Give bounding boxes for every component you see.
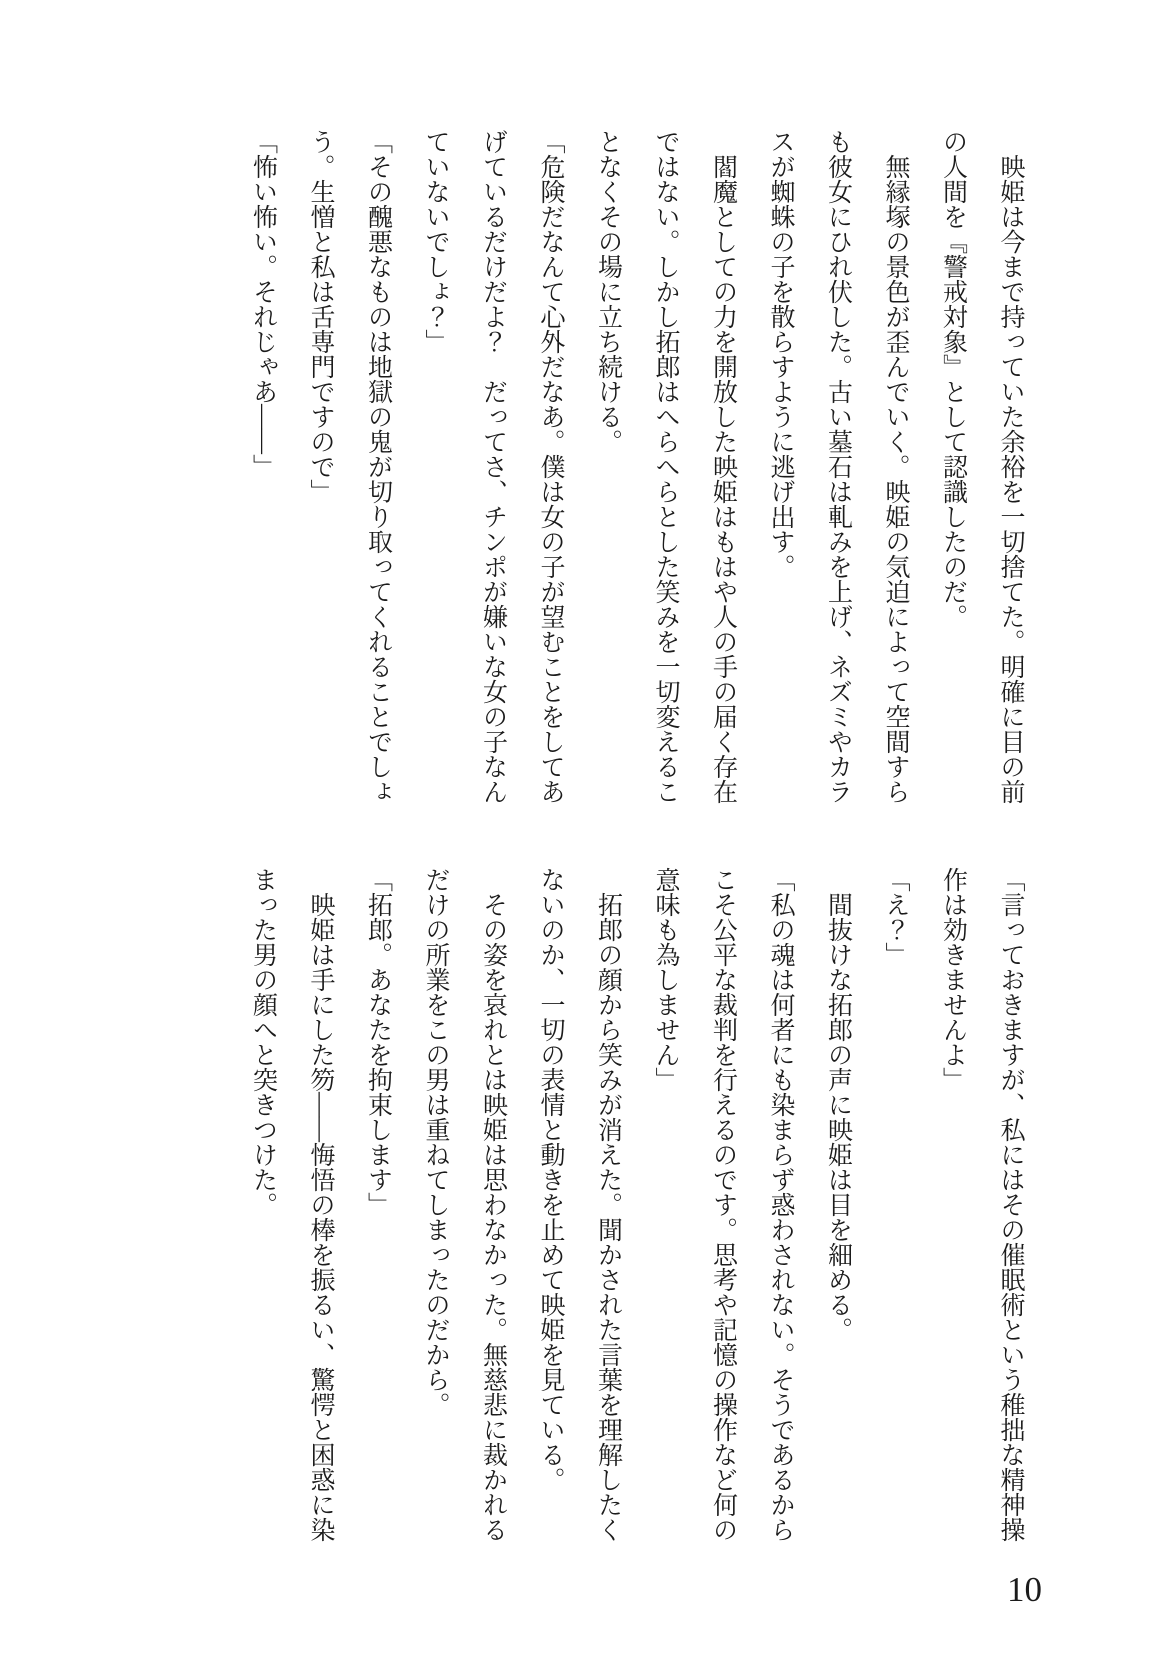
page-number: 10 xyxy=(1007,1570,1042,1609)
paragraph: その姿を哀れとは映姫は思わなかった。無慈悲に裁かれるだけの所業をこの男は重ねてしまったのだから。 xyxy=(422,867,507,1542)
paragraph: 拓郎の顔から笑みが消えた。聞かされた言葉を理解したくないのか、一切の表情と動きを止めて映姫を見ている。 xyxy=(537,867,622,1542)
top-text-block xyxy=(234,129,1039,804)
paragraph-dialogue: 「怖い怖い。それじゃあ――」 xyxy=(249,129,277,479)
paragraph: 映姫は今まで持っていた余裕を一切捨てた。明確に目の前の人間を『警戒対象』として認識したのだ。 xyxy=(939,129,1024,804)
paragraph-dialogue: 「言っておきますが、私にはその催眠術という稚拙な精神操作は効きませんよ」 xyxy=(939,867,1024,1542)
paragraph-dialogue: 「その醜悪なものは地獄の鬼が切り取ってくれることでしょう。生憎と私は舌専門ですので」 xyxy=(307,129,392,804)
paragraph: 間抜けな拓郎の声に映姫は目を細める。 xyxy=(824,867,852,1342)
paragraph: 閻魔としての力を開放した映姫はもはや人の手の届く存在ではない。しかし拓郎はへらへらとした笑みを一切変えることなくその場に立ち続ける。 xyxy=(594,129,737,804)
paragraph-dialogue: 「私の魂は何者にも染まらず惑わされない。そうであるからこそ公平な裁判を行えるのです。思考や記憶の操作など何の意味も為しません」 xyxy=(652,867,794,1542)
paragraph-dialogue: 「え？」 xyxy=(882,867,909,967)
bottom-text-block xyxy=(234,867,1039,1542)
paragraph-dialogue: 「拓郎。あなたを拘束します」 xyxy=(364,867,392,1217)
paragraph-dialogue: 「危険だなんて心外だなあ。僕は女の子が望むことをしてあげているだけだよ？ だってさ、チンポが嫌いな女の子なんていないでしょ？」 xyxy=(422,129,564,804)
paragraph: 無縁塚の景色が歪んでいく。映姫の気迫によって空間すらも彼女にひれ伏した。古い墓石は軋みを上げ、ネズミやカラスが蜘蛛の子を散らすように逃げ出す。 xyxy=(767,129,909,804)
paragraph: 映姫は手にした笏――悔悟の棒を振るい、驚愕と困惑に染まった男の顔へと突きつけた。 xyxy=(249,867,334,1542)
